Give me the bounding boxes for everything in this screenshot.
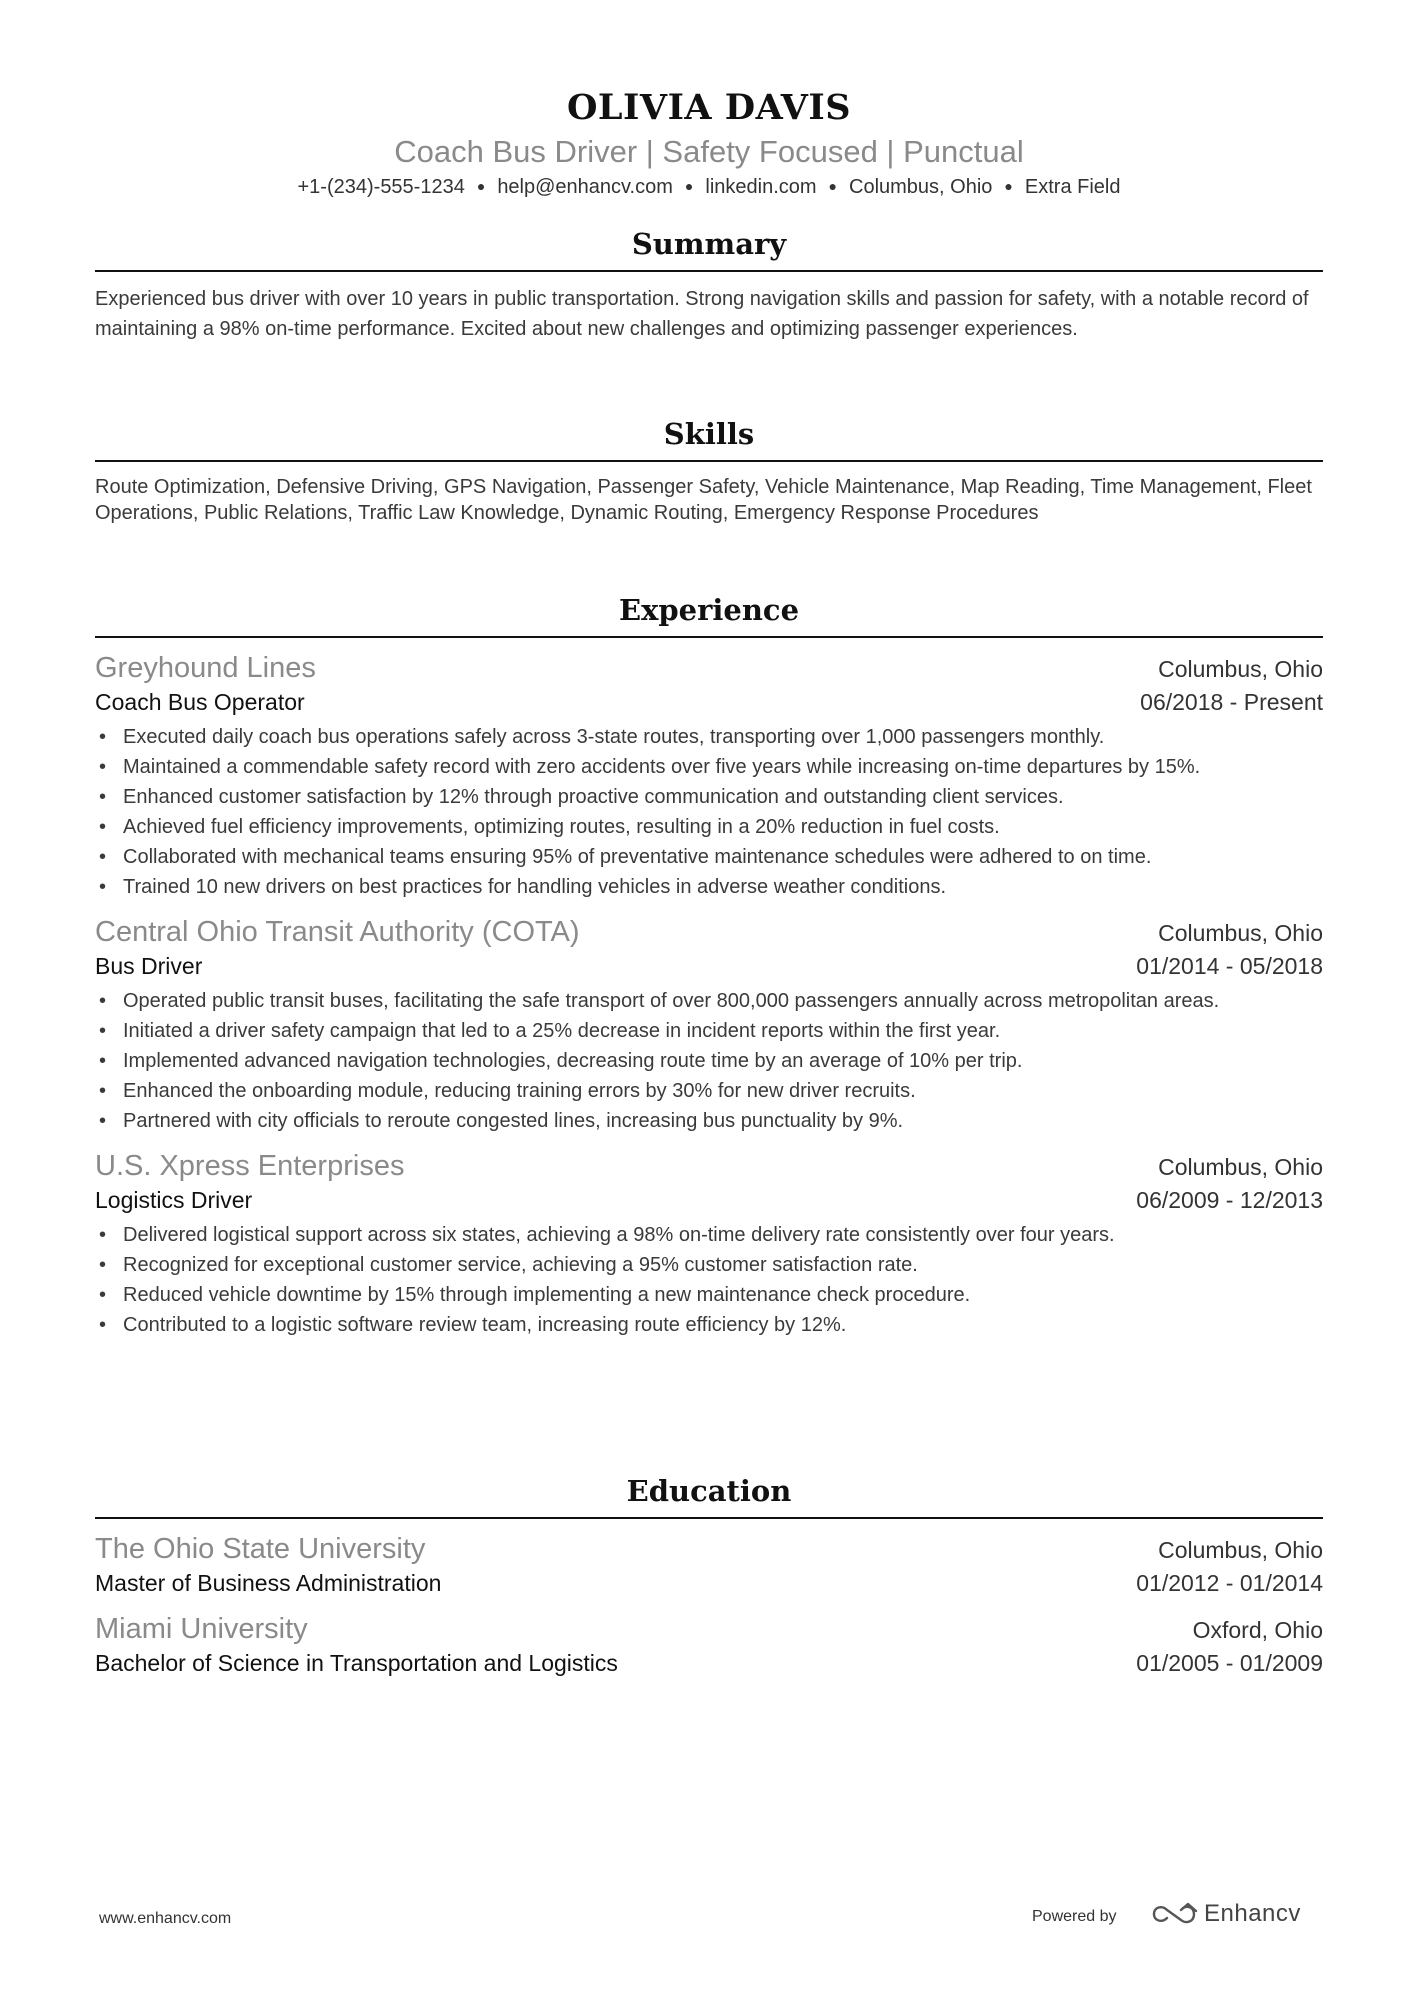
job-location: Columbus, Ohio xyxy=(1158,1154,1323,1180)
page-footer xyxy=(0,1900,1410,1936)
experience-title: Experience xyxy=(618,593,800,627)
school-location: Oxford, Ohio xyxy=(1192,1617,1323,1643)
achievement-item: • Reduced vehicle downtime by 15% through implementing a new maintenance check procedure. xyxy=(95,1280,1323,1310)
contact-email[interactable]: help@enhancv.com xyxy=(497,176,673,198)
skills-text: Route Optimization, Defensive Driving, GPS Navigation, Passenger Safety, Vehicle Maintenance, Map Reading, Time Management, Fleet Operations, Public Relations, Traffic Law Knowledge, Dynamic Routing, Emergency Response Procedures xyxy=(95,476,1312,524)
resume-page xyxy=(95,0,1323,1676)
achievement-item: • Operated public transit buses, facilitating the safe transport of over 800,000 passengers annually across metropolitan areas. xyxy=(95,986,1323,1016)
education-entry xyxy=(95,1531,1323,1599)
achievement-item: • Achieved fuel efficiency improvements, optimizing routes, resulting in a 20% reduction in fuel costs. xyxy=(95,812,1323,842)
contact-line xyxy=(95,172,1323,201)
job-title: Logistics Driver xyxy=(95,1187,253,1213)
contact-extra-field: Extra Field xyxy=(1024,176,1121,198)
achievement-list xyxy=(95,1220,1323,1340)
job-location: Columbus, Ohio xyxy=(1158,920,1323,946)
separator-dot: ● xyxy=(1004,178,1013,194)
achievement-item: • Executed daily coach bus operations safely across 3-state routes, transporting over 1,000 passengers monthly. xyxy=(95,722,1323,752)
achievement-list xyxy=(95,722,1323,902)
summary-text: Experienced bus driver with over 10 years in public transportation. Strong navigation skills and passion for safety, with a notable record of maintaining a 98% on-time performance. Excited about new challenges and optimizing passenger experiences. xyxy=(95,288,1309,340)
separator-dot: ● xyxy=(476,178,486,194)
contact-location: Columbus, Ohio xyxy=(849,176,993,198)
experience-section xyxy=(95,592,1323,1340)
achievement-item: • Enhanced customer satisfaction by 12% through proactive communication and outstanding client services. xyxy=(95,782,1323,812)
separator-dot: ● xyxy=(828,178,838,194)
section-divider xyxy=(95,636,1323,638)
company-name: Central Ohio Transit Authority (COTA) xyxy=(95,916,580,948)
achievement-item: • Maintained a commendable safety record with zero accidents over five years while increasing on-time departures by 15%. xyxy=(95,752,1323,782)
separator-dot: ● xyxy=(684,178,694,194)
job-dates: 06/2009 - 12/2013 xyxy=(1136,1187,1323,1213)
degree-name: Bachelor of Science in Transportation and Logistics xyxy=(95,1650,618,1676)
education-section xyxy=(95,1473,1323,1679)
job-dates: 06/2018 - Present xyxy=(1140,689,1323,715)
job-title: Bus Driver xyxy=(95,953,203,979)
skills-section xyxy=(95,416,1323,526)
section-divider xyxy=(95,460,1323,462)
school-name: Miami University xyxy=(95,1613,308,1645)
achievement-item: • Implemented advanced navigation technologies, decreasing route time by an average of 10% per trip. xyxy=(95,1046,1323,1076)
achievement-item: • Trained 10 new drivers on best practices for handling vehicles in adverse weather conditions. xyxy=(95,872,1323,902)
section-divider xyxy=(95,1517,1323,1519)
school-name: The Ohio State University xyxy=(95,1533,426,1565)
achievement-item: • Initiated a driver safety campaign that led to a 25% decrease in incident reports within the first year. xyxy=(95,1016,1323,1046)
education-dates: 01/2012 - 01/2014 xyxy=(1136,1570,1323,1596)
summary-title: Summary xyxy=(631,227,787,261)
footer-website-link[interactable]: www.enhancv.com xyxy=(99,1910,232,1927)
job-location: Columbus, Ohio xyxy=(1158,656,1323,682)
summary-section xyxy=(95,226,1323,344)
enhancv-brand[interactable] xyxy=(1150,1900,1301,1928)
degree-name: Master of Business Administration xyxy=(95,1570,442,1596)
powered-by-label: Powered by xyxy=(1032,1908,1117,1925)
contact-phone[interactable]: +1-(234)-555-1234 xyxy=(297,176,465,198)
school-location: Columbus, Ohio xyxy=(1158,1537,1323,1563)
resume-header xyxy=(95,0,1323,201)
achievement-item: • Partnered with city officials to reroute congested lines, increasing bus punctuality by 9%. xyxy=(95,1106,1323,1136)
job-title: Coach Bus Operator xyxy=(95,689,305,715)
achievement-list xyxy=(95,986,1323,1136)
achievement-item: • Recognized for exceptional customer service, achieving a 95% customer satisfaction rate. xyxy=(95,1250,1323,1280)
achievement-item: • Collaborated with mechanical teams ensuring 95% of preventative maintenance schedules were adhered to on time. xyxy=(95,842,1323,872)
job-dates: 01/2014 - 05/2018 xyxy=(1136,953,1323,979)
achievement-item: • Contributed to a logistic software review team, increasing route efficiency by 12%. xyxy=(95,1310,1323,1340)
experience-entry xyxy=(95,650,1323,902)
company-name: Greyhound Lines xyxy=(95,652,316,684)
company-name: U.S. Xpress Enterprises xyxy=(95,1150,405,1182)
enhancv-brand-name: Enhancv xyxy=(1204,1900,1301,1927)
candidate-name: OLIVIA DAVIS xyxy=(566,87,852,128)
contact-linkedin[interactable]: linkedin.com xyxy=(705,176,817,198)
enhancv-logo-icon xyxy=(1150,1901,1200,1927)
section-divider xyxy=(95,270,1323,272)
skills-title: Skills xyxy=(663,417,755,451)
education-entry xyxy=(95,1611,1323,1679)
candidate-tagline: Coach Bus Driver | Safety Focused | Punctual xyxy=(394,134,1024,169)
experience-entry xyxy=(95,1148,1323,1340)
achievement-item: • Delivered logistical support across six states, achieving a 98% on-time delivery rate consistently over four years. xyxy=(95,1220,1323,1250)
education-dates: 01/2005 - 01/2009 xyxy=(1136,1650,1323,1676)
experience-entry xyxy=(95,914,1323,1136)
achievement-item: • Enhanced the onboarding module, reducing training errors by 30% for new driver recruits. xyxy=(95,1076,1323,1106)
education-title: Education xyxy=(626,1474,792,1508)
